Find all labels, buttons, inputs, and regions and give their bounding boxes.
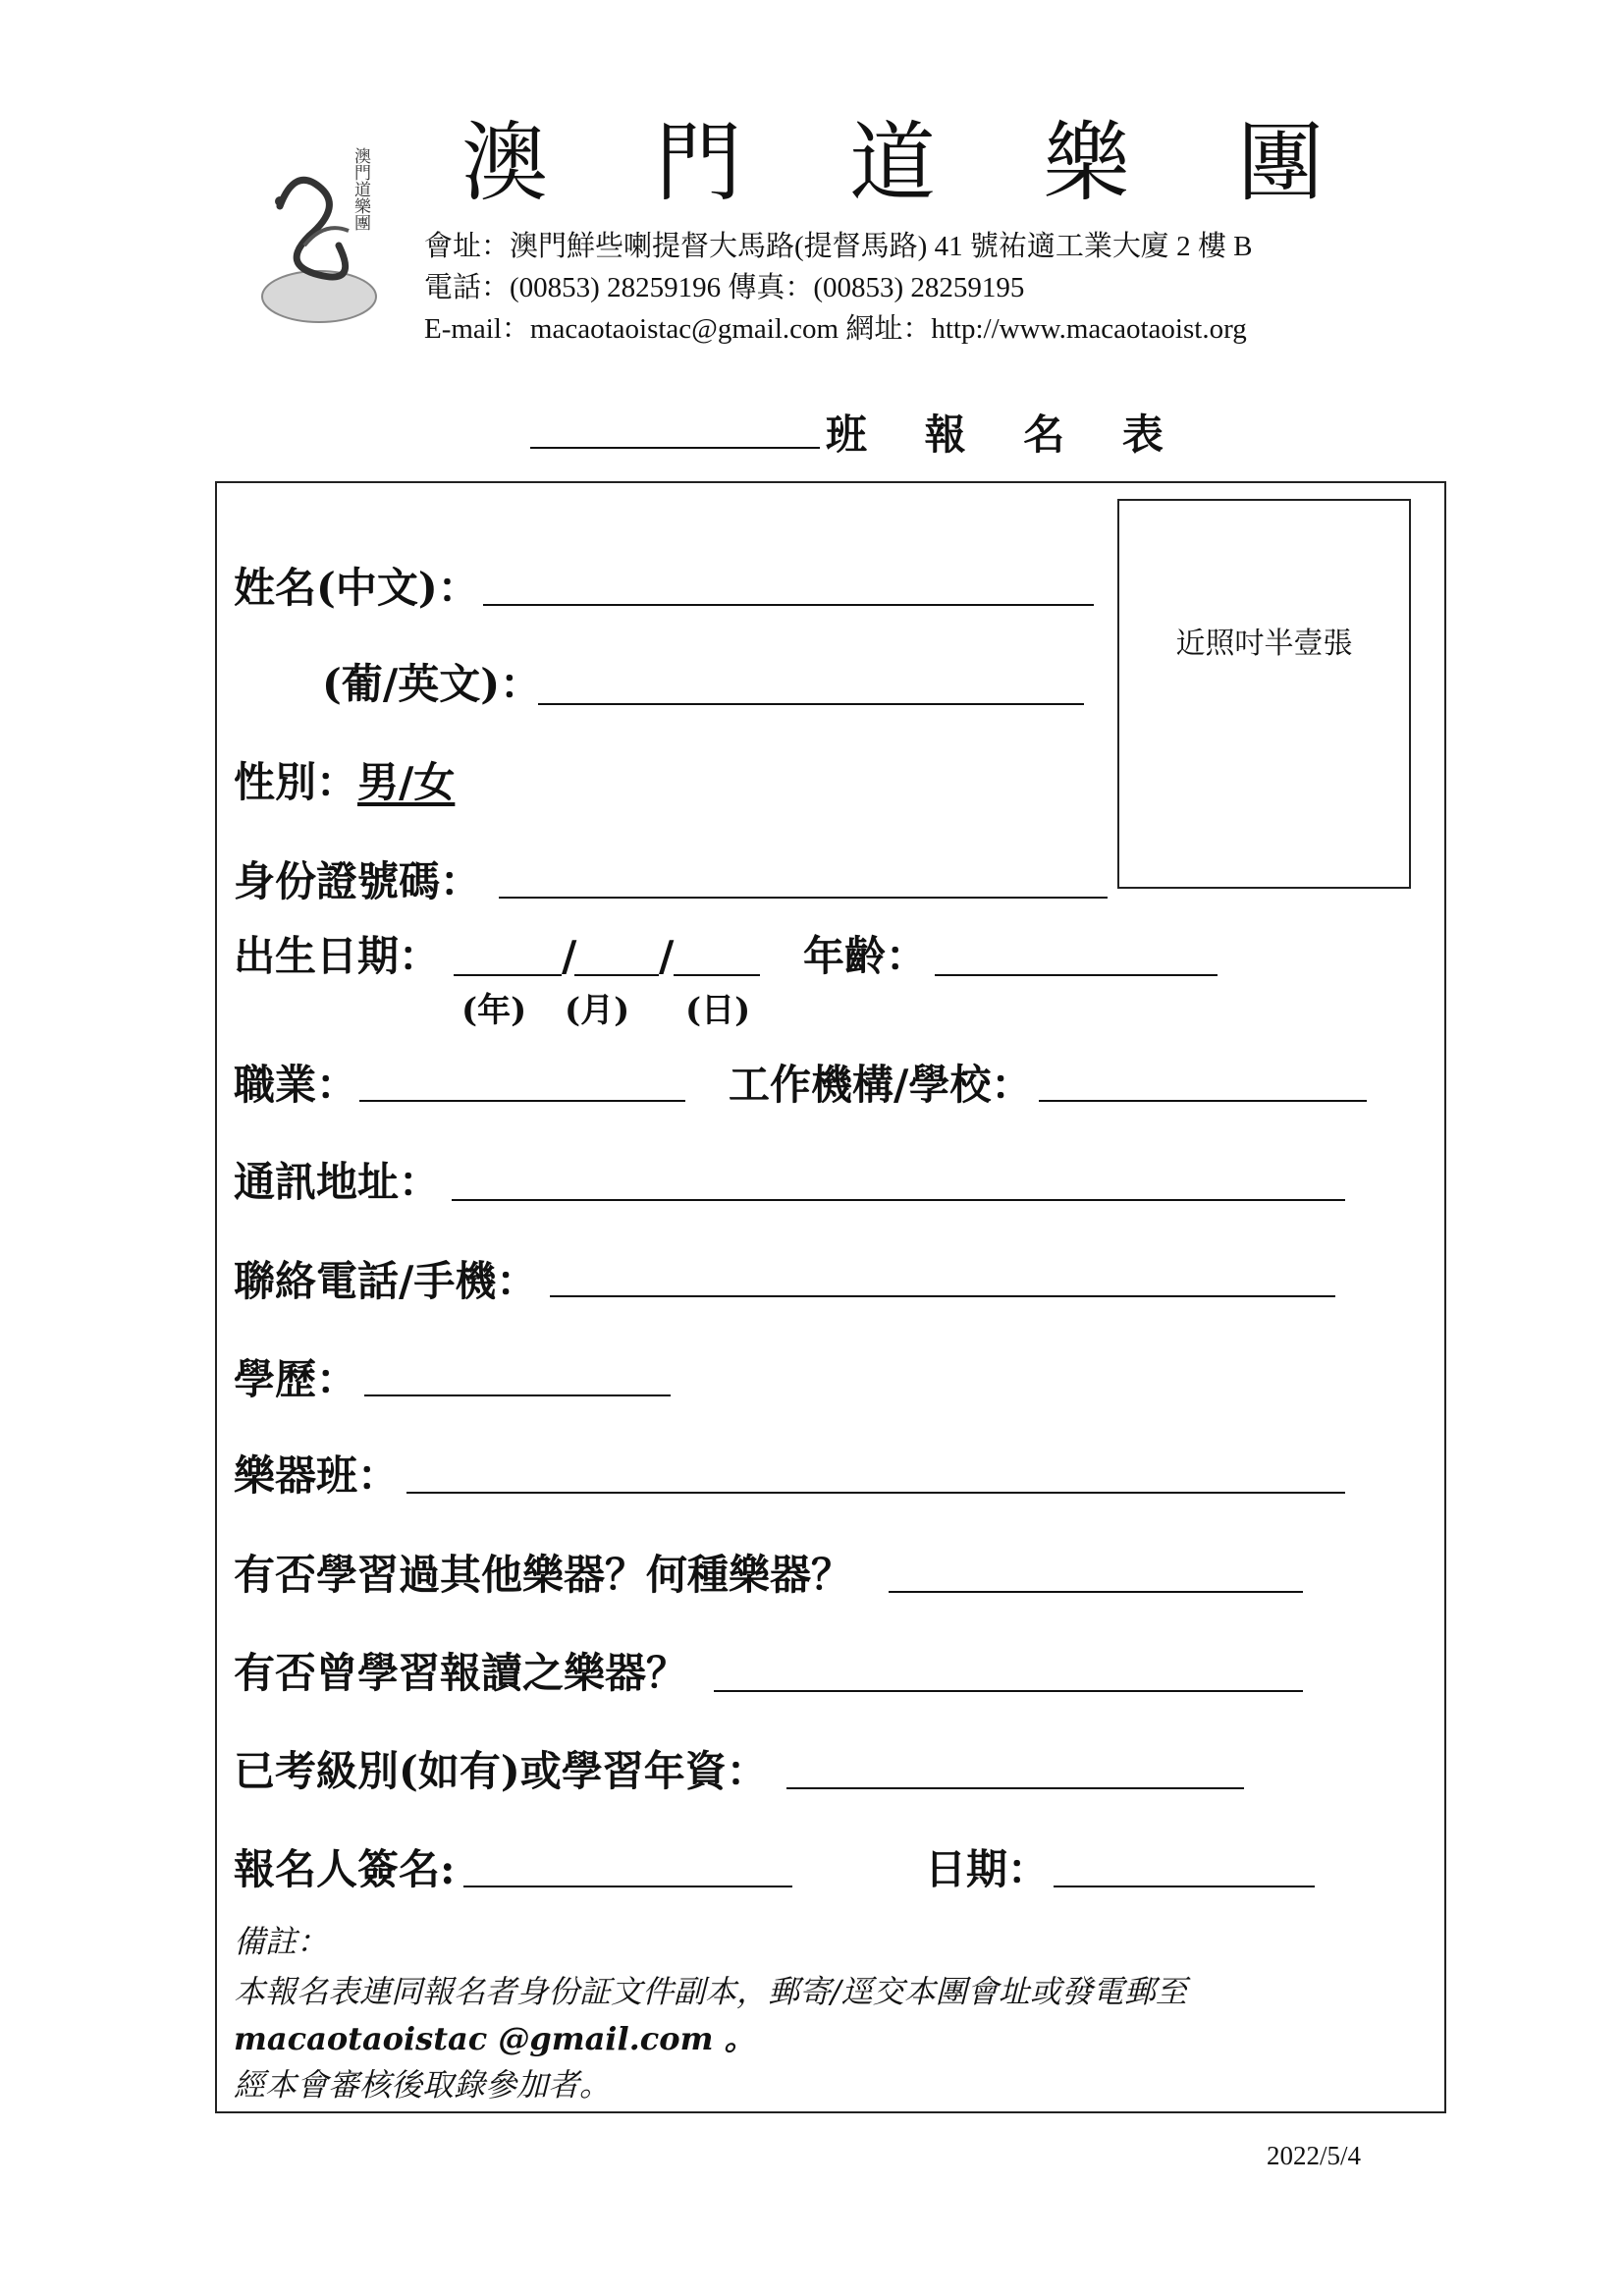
learned-before-label: 有否曾學習報讀之樂器？	[234, 1649, 688, 1697]
day-hint: (日)	[685, 991, 751, 1030]
age-label: 年齡：	[803, 932, 928, 980]
photo-box	[1117, 499, 1411, 889]
contact-address-field[interactable]	[452, 1199, 1345, 1201]
workplace-field[interactable]	[1039, 1100, 1367, 1102]
form-title: 班 報 名 表	[530, 403, 1185, 462]
workplace-label: 工作機構/學校：	[729, 1061, 1033, 1109]
age-field[interactable]	[935, 974, 1218, 976]
class-name-blank[interactable]	[530, 413, 820, 449]
title-char: 樂	[1043, 112, 1132, 213]
other-instruments-label: 有否學習過其他樂器？何種樂器？	[234, 1551, 853, 1599]
phone-label: 聯絡電話/手機：	[234, 1257, 538, 1305]
id-number-label: 身份證號碼：	[234, 857, 482, 905]
grade-label: 已考級別(如有)或學習年資：	[234, 1747, 768, 1795]
learned-before-field[interactable]	[714, 1690, 1303, 1692]
orchestra-logo	[250, 128, 398, 334]
svg-text:澳門道樂團: 澳門道樂團	[351, 147, 370, 231]
grade-field[interactable]	[786, 1787, 1244, 1789]
phone-fax-line: 電話：(00853) 28259196 傳真：(00853) 28259195	[424, 272, 1025, 303]
occupation-field[interactable]	[359, 1100, 685, 1102]
title-char: 團	[1236, 112, 1326, 213]
email-web-line: E-mail：macaotaoistac@gmail.com 網址：http://www.macaotaoist.org	[424, 313, 1247, 345]
instrument-class-field[interactable]	[406, 1492, 1345, 1494]
signature-date-label: 日期：	[925, 1845, 1050, 1893]
date-separator: /	[562, 932, 577, 980]
signature-date-field[interactable]	[1054, 1886, 1315, 1887]
birth-day-field[interactable]	[674, 974, 760, 976]
education-label: 學歷：	[234, 1355, 358, 1403]
phone-field[interactable]	[550, 1295, 1335, 1297]
notes-line: 經本會審核後取錄參加者。	[234, 2066, 612, 2104]
name-en-field[interactable]	[538, 703, 1084, 705]
gender-label: 性別：男/女	[234, 758, 456, 806]
document-date: 2022/5/4	[1267, 2141, 1362, 2170]
address-line: 會址：澳門鮮些喇提督大馬路(提督馬路) 41 號祐適工業大廈 2 樓 B	[424, 231, 1253, 262]
title-char: 道	[848, 112, 938, 213]
date-separator: /	[659, 932, 675, 980]
birth-month-field[interactable]	[574, 974, 659, 976]
other-instruments-field[interactable]	[889, 1591, 1303, 1593]
title-char: 澳	[461, 112, 551, 213]
month-hint: (月)	[565, 991, 630, 1030]
year-hint: (年)	[461, 991, 527, 1030]
education-field[interactable]	[364, 1394, 671, 1396]
signature-label: 報名人簽名:	[234, 1845, 456, 1893]
photo-label: 近照吋半壹張	[1175, 627, 1353, 661]
name-cn-label: 姓名(中文)：	[234, 564, 479, 612]
gender-options[interactable]: 男/女	[357, 758, 456, 806]
title-char: 門	[655, 112, 744, 213]
occupation-label: 職業：	[234, 1061, 358, 1109]
organization-title	[461, 112, 1326, 213]
signature-field[interactable]	[463, 1886, 792, 1887]
birth-year-field[interactable]	[454, 974, 562, 976]
contact-address-label: 通訊地址：	[234, 1158, 441, 1206]
name-en-label: (葡/英文)：	[322, 660, 542, 708]
birth-date-label: 出生日期：	[234, 932, 441, 980]
name-cn-field[interactable]	[483, 604, 1094, 606]
instrument-class-label: 樂器班：	[234, 1451, 400, 1500]
notes-email: macaotaoistac @gmail.com 。	[234, 2020, 756, 2057]
notes-line: 本報名表連同報名者身份証文件副本，郵寄/逕交本團會址或發電郵至	[234, 1973, 1187, 2010]
id-number-field[interactable]	[499, 897, 1108, 899]
notes-heading: 備註：	[234, 1923, 329, 1960]
